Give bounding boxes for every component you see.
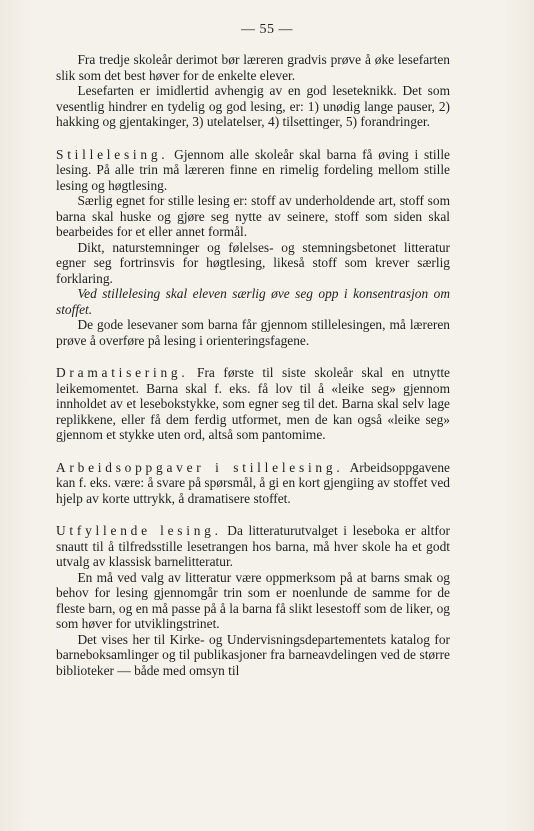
paragraph-utfyllende-2: En må ved valg av litteratur være oppmerksom på at barns smak og behov for lesing gjennomgår trin som er noenlunde de samme for de fleste barn, og en må passe på å la barna få slikt lesestoff som de liker, og som høver for utviklingstrinet.: [56, 569, 450, 631]
paragraph-lesefart-1: Fra tredje skoleår derimot bør læreren gradvis prøve å øke lesefarten slik som det best høver for de enkelte elever.: [56, 52, 450, 83]
paragraph-lesefart-2: Lesefarten er imidlertid avhengig av en god leseteknikk. Det som vesentlig hindrer en tydelig og god lesing, er: 1) unødig lange pauser, 2) hakking og gjentakinger, 3) utelatelser, 4) tilsettinger, 5) forandringer.: [56, 83, 450, 129]
section-utfyllende-text: Da litteraturutvalget i leseboka er altfor snautt til å tilfredsstille lesetrangen hos barna, må hver skole ha et godt utvalg av klassisk barnelitteratur.: [56, 523, 450, 569]
paragraph-stillelesing-3: Dikt, naturstemninger og følelses- og stemningsbetonet litteratur egner seg fortrinsvis for høgtlesing, likeså stoff som krever særlig forklaring.: [56, 239, 450, 286]
section-gap: [56, 506, 450, 523]
page-body: [56, 52, 450, 678]
paragraph-stillelesing-2: Særlig egnet for stille lesing er: stoff av underholdende art, stoff som barna skal huske og gjøre seg nytte av seinere, stoff som siden skal bearbeides for et eller annet formål.: [56, 193, 450, 239]
section-utfyllende-lesing: [56, 523, 450, 570]
section-gap: [56, 130, 450, 147]
section-heading-stillelesing: Stillelesing.: [56, 146, 169, 162]
section-stillelesing-intro: [56, 147, 450, 194]
section-heading-utfyllende-lesing: Utfyllende lesing.: [56, 523, 222, 538]
section-gap: [56, 443, 450, 460]
section-dramatisering-text: Fra første til siste skoleår skal en utnytte leikemomentet. Barna skal f. eks. få lov til å «leike seg» gjennom innholdet av et lesebokstykke, som egner seg til det. Barna skal selv lage replikkene, eller få dem ferdig utformet, men de kan også «leike seg» gjennom et stykke uten ord, altså som pantomime.: [56, 365, 450, 442]
section-arbeidsoppgaver-text: Arbeidsoppgavene kan f. eks. være: å svare på spørsmål, å gi en kort gjengiing av stoffet ved hjelp av korte uttrykk, å dramatisere stoffet.: [56, 459, 450, 506]
paragraph-utfyllende-3: Det vises her til Kirke- og Undervisningsdepartementets katalog for barneboksamlinger og til publikasjoner fra barneavdelingen ved de større biblioteker — både med omsyn til: [56, 631, 450, 678]
section-dramatisering: [56, 365, 450, 443]
section-stillelesing-text: Gjennom alle skoleår skal barna få øving i stille lesing. På alle trin må læreren finne en rimelig fordeling mellom stille lesing og høgtlesing.: [56, 146, 450, 193]
section-gap: [56, 348, 450, 365]
section-heading-arbeidsoppgaver: Arbeidsoppgaver i stillelesing.: [56, 459, 344, 475]
paragraph-stillelesing-4: [56, 286, 450, 317]
paragraph-stillelesing-5: De gode lesevaner som barna får gjennom stillelesingen, må læreren prøve å overføre på lesing i orienteringsfagene.: [56, 317, 450, 348]
page-number: — 55 —: [241, 22, 293, 37]
section-arbeidsoppgaver: [56, 460, 450, 507]
section-heading-dramatisering: Dramatisering.: [56, 365, 189, 380]
italic-emphasis: Ved stillelesing skal eleven særlig øve seg opp i konsentrasjon om stoffet.: [56, 286, 450, 317]
